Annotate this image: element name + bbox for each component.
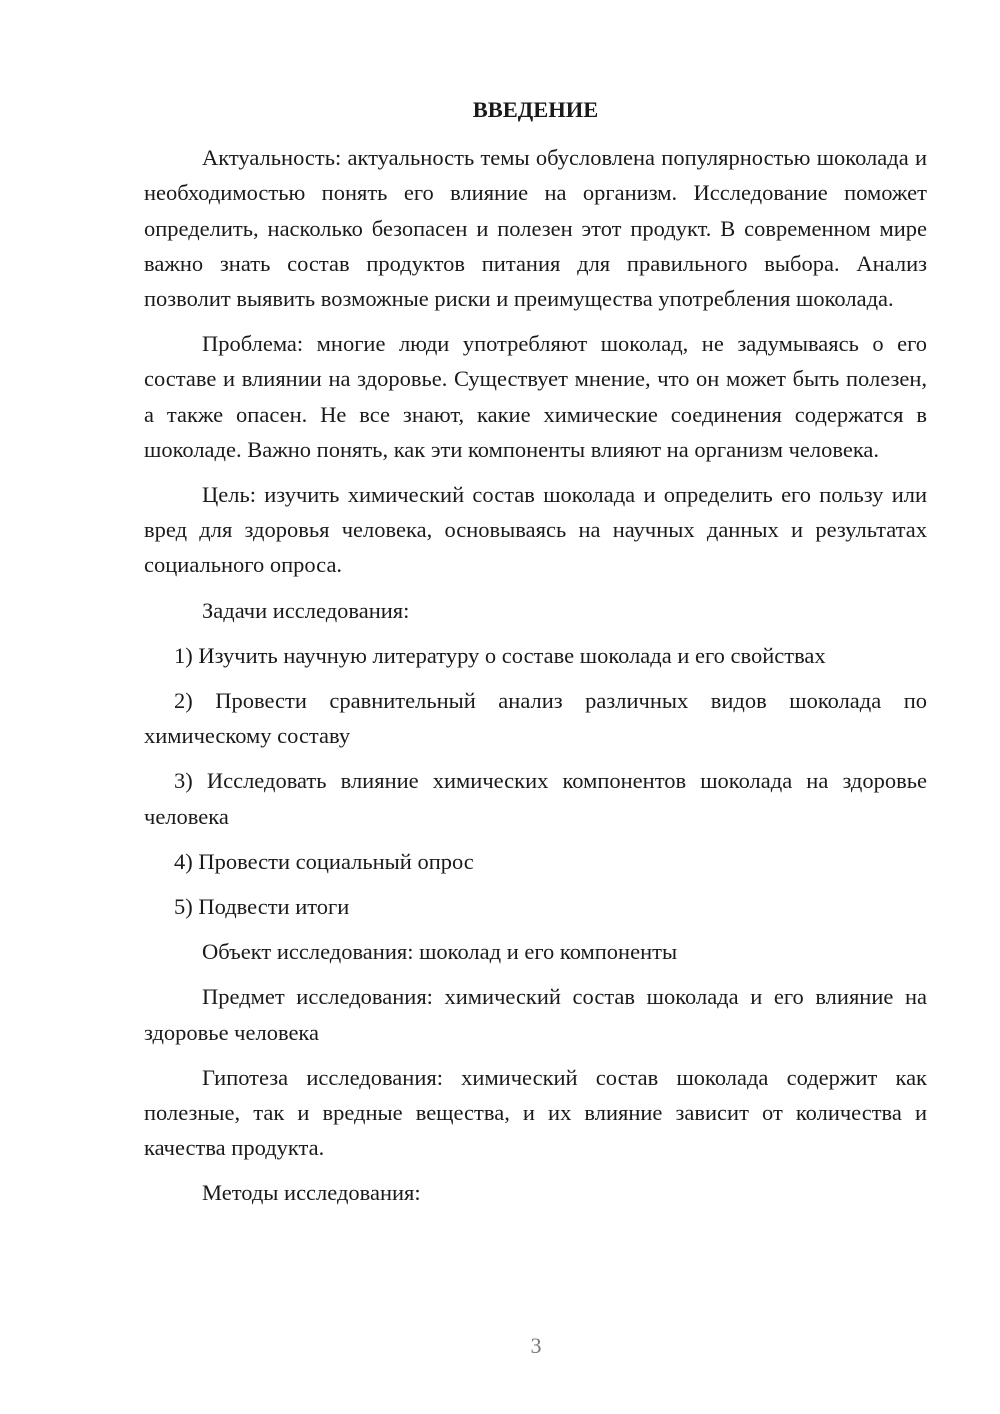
- problem-paragraph: Проблема: многие люди употребляют шоколад, не задумываясь о его составе и влиянии на здоровье. Существует мнение, что он может быть полезен, а также опасен. Не все знают, какие химические соединения содержатся в шоколаде. Важно понять, как эти компоненты влияют на организм человека.: [144, 331, 927, 462]
- subject-paragraph: Предмет исследования: химический состав шоколада и его влияние на здоровье человека: [144, 984, 927, 1045]
- task-item-4: 4) Провести социальный опрос: [174, 848, 474, 874]
- relevance-paragraph: Актуальность: актуальность темы обусловлена популярностью шоколада и необходимостью понять его влияние на организм. Исследование поможет определить, насколько безопасен и полезен этот продукт. В современном мире важно знать состав продуктов питания для правильного выбора. Анализ позволит выявить возможные риски и преимущества употребления шоколада.: [144, 145, 927, 312]
- document-page: [144, 92, 927, 1221]
- task-item-3: 3) Исследовать влияние химических компонентов шоколада на здоровье человека: [144, 768, 927, 829]
- task-item-5: 5) Подвести итоги: [174, 894, 350, 920]
- task-item-1: 1) Изучить научную литературу о составе шоколада и его свойствах: [174, 642, 826, 668]
- goal-paragraph: Цель: изучить химический состав шоколада и определить его пользу или вред для здоровья человека, основываясь на научных данных и результатах социального опроса.: [144, 482, 927, 578]
- object-paragraph: Объект исследования: шоколад и его компоненты: [202, 939, 678, 965]
- section-title: ВВЕДЕНИЕ: [472, 97, 599, 122]
- page-number: 3: [530, 1333, 542, 1358]
- hypothesis-paragraph: Гипотеза исследования: химический состав шоколада содержит как полезные, так и вредные вещества, и их влияние зависит от количества и качества продукта.: [144, 1064, 927, 1161]
- methods-heading: Методы исследования:: [202, 1180, 421, 1206]
- tasks-heading: Задачи исследования:: [202, 597, 410, 623]
- task-item-2: 2) Провести сравнительный анализ различных видов шоколада по химическому составу: [144, 688, 927, 749]
